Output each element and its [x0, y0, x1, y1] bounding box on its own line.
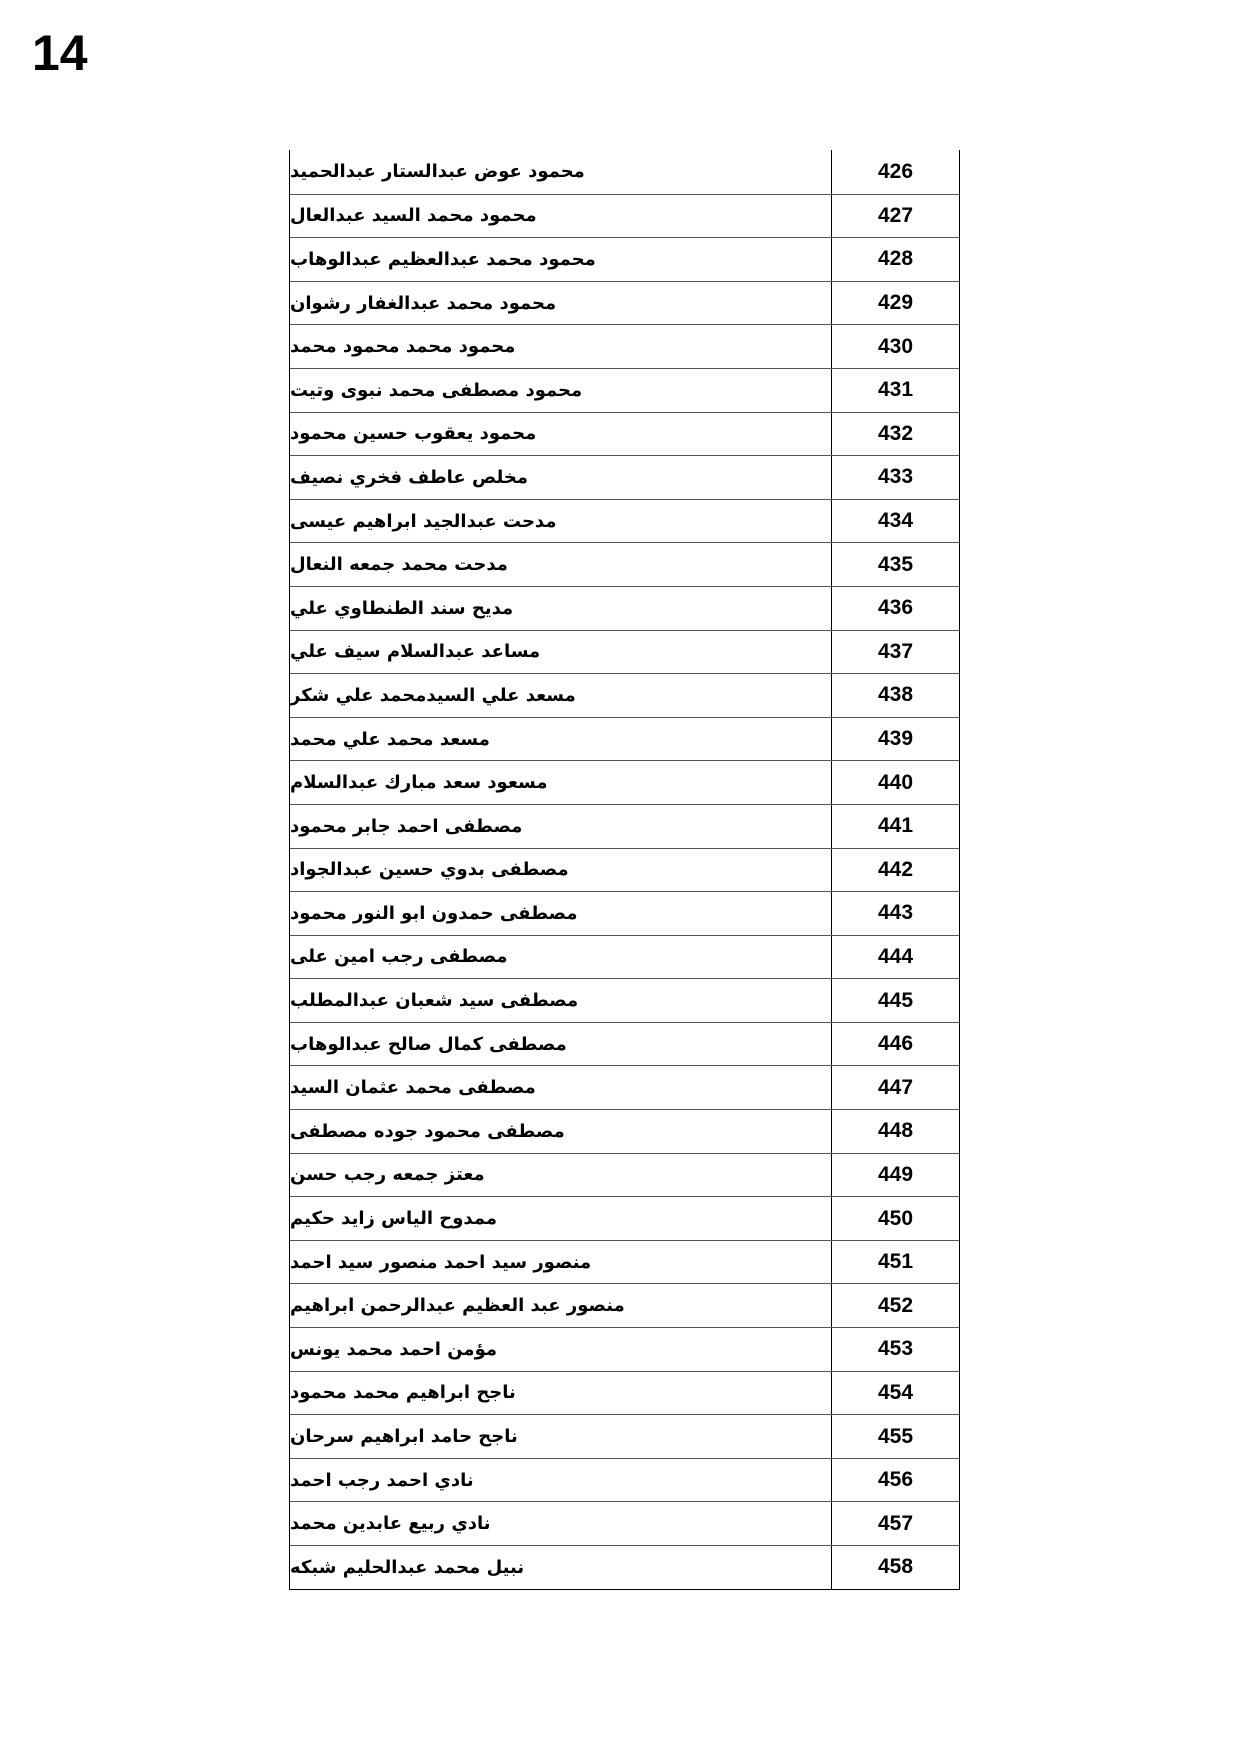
- person-name: ممدوح الياس زايد حكيم: [290, 1208, 498, 1230]
- name-cell: [290, 369, 832, 412]
- serial-number: 457: [877, 1511, 914, 1535]
- name-cell: [290, 979, 832, 1022]
- serial-number: 448: [877, 1119, 914, 1143]
- person-name: نبيل محمد عبدالحليم شبكه: [290, 1556, 525, 1578]
- serial-number: 436: [877, 596, 914, 620]
- serial-number: 441: [877, 814, 914, 838]
- name-cell: [290, 587, 832, 630]
- person-name: مصطفى رجب امين على: [290, 946, 508, 968]
- person-name: محمود محمد السيد عبدالعال: [290, 205, 537, 227]
- serial-number: 456: [877, 1468, 914, 1492]
- serial-number: 428: [877, 247, 914, 271]
- person-name: مدحت عبدالجيد ابراهيم عيسى: [290, 510, 557, 532]
- person-name: مصطفى احمد جابر محمود: [290, 815, 523, 837]
- person-name: مصطفى محمد عثمان السيد: [290, 1077, 536, 1099]
- table-row: [290, 1283, 959, 1327]
- table-row: [290, 586, 959, 630]
- serial-number: 458: [877, 1555, 914, 1579]
- name-cell: [290, 1023, 832, 1066]
- serial-number: 438: [877, 683, 914, 707]
- person-name: مديح سند الطنطاوي علي: [290, 597, 514, 619]
- person-name: منصور سيد احمد منصور سيد احمد: [290, 1251, 592, 1273]
- person-name: ناجح ابراهيم محمد محمود: [290, 1382, 516, 1404]
- table-row: [290, 1153, 959, 1197]
- table-row: [290, 194, 959, 238]
- serial-number: 449: [877, 1162, 914, 1186]
- table-row: [290, 1458, 959, 1502]
- table-row: [290, 324, 959, 368]
- name-cell: [290, 1459, 832, 1502]
- name-cell: [290, 849, 832, 892]
- name-cell: [290, 1197, 832, 1240]
- serial-number: 455: [877, 1424, 914, 1448]
- table-row: [290, 150, 959, 194]
- table-row: [290, 368, 959, 412]
- table-row: [290, 1327, 959, 1371]
- table-row: [290, 1022, 959, 1066]
- table-row: [290, 717, 959, 761]
- serial-number: 431: [877, 378, 914, 402]
- serial-number: 445: [877, 988, 914, 1012]
- table-row: [290, 1065, 959, 1109]
- name-cell: [290, 1154, 832, 1197]
- table-row: [290, 455, 959, 499]
- name-cell: [290, 892, 832, 935]
- table-row: [290, 760, 959, 804]
- name-cell: [290, 282, 832, 325]
- name-cell: [290, 1502, 832, 1545]
- person-name: مصطفى حمدون ابو النور محمود: [290, 902, 578, 924]
- table-row: [290, 935, 959, 979]
- serial-number: 432: [877, 421, 914, 445]
- serial-number: 450: [877, 1206, 914, 1230]
- page-number: 14: [32, 25, 88, 81]
- person-name: مؤمن احمد محمد يونس: [290, 1338, 498, 1360]
- serial-number: 434: [877, 509, 914, 533]
- name-cell: [290, 456, 832, 499]
- table-row: [290, 1371, 959, 1415]
- table-row: [290, 848, 959, 892]
- name-cell: [290, 1328, 832, 1371]
- person-name: مصطفى سيد شعبان عبدالمطلب: [290, 990, 579, 1012]
- serial-number: 446: [877, 1032, 914, 1056]
- serial-number: 443: [877, 901, 914, 925]
- table-row: [290, 1240, 959, 1284]
- table-row: [290, 281, 959, 325]
- person-name: نادي احمد رجب احمد: [290, 1469, 474, 1491]
- person-name: مدحت محمد جمعه النعال: [290, 554, 508, 576]
- name-cell: [290, 1066, 832, 1109]
- serial-number: 427: [877, 203, 914, 227]
- name-cell: [290, 150, 832, 194]
- person-name: مخلص عاطف فخري نصيف: [290, 466, 528, 488]
- serial-number: 430: [877, 334, 914, 358]
- table-row: [290, 499, 959, 543]
- person-name: مسعد علي السيدمحمد علي شكر: [290, 684, 576, 706]
- name-cell: [290, 1284, 832, 1327]
- serial-number: 451: [877, 1250, 914, 1274]
- person-name: مصطفى كمال صالح عبدالوهاب: [290, 1033, 567, 1055]
- table-row: [290, 1109, 959, 1153]
- name-cell: [290, 238, 832, 281]
- serial-number: 426: [877, 159, 914, 183]
- table-row: [290, 630, 959, 674]
- serial-number: 437: [877, 639, 914, 663]
- serial-number: 453: [877, 1337, 914, 1361]
- name-cell: [290, 543, 832, 586]
- name-cell: [290, 718, 832, 761]
- name-cell: [290, 936, 832, 979]
- table-row: [290, 891, 959, 935]
- table-row: [290, 1196, 959, 1240]
- name-cell: [290, 413, 832, 456]
- serial-number: 429: [877, 291, 914, 315]
- person-name: محمود عوض عبدالستار عبدالحميد: [290, 161, 585, 183]
- names-table: [289, 150, 960, 1590]
- name-cell: [290, 1241, 832, 1284]
- person-name: مصطفى محمود جوده مصطفى: [290, 1120, 565, 1142]
- name-cell: [290, 500, 832, 543]
- person-name: نادي ربيع عابدين محمد: [290, 1513, 491, 1535]
- name-cell: [290, 1372, 832, 1415]
- table-row: [290, 673, 959, 717]
- name-cell: [290, 1415, 832, 1458]
- table-row: [290, 412, 959, 456]
- serial-number: 435: [877, 552, 914, 576]
- table-row: [290, 542, 959, 586]
- person-name: ناجح حامد ابراهيم سرحان: [290, 1426, 518, 1448]
- table-row: [290, 1501, 959, 1545]
- serial-number: 442: [877, 857, 914, 881]
- person-name: منصور عبد العظيم عبدالرحمن ابراهيم: [290, 1295, 625, 1317]
- name-cell: [290, 195, 832, 238]
- serial-number: 433: [877, 465, 914, 489]
- serial-number: 454: [877, 1380, 914, 1404]
- name-cell: [290, 674, 832, 717]
- table-row: [290, 1545, 959, 1589]
- name-cell: [290, 805, 832, 848]
- serial-number: 447: [877, 1075, 914, 1099]
- person-name: محمود محمد عبدالغفار رشوان: [290, 292, 557, 314]
- table-row: [290, 978, 959, 1022]
- serial-number: 444: [877, 944, 914, 968]
- table-row: [290, 237, 959, 281]
- table-row: [290, 1414, 959, 1458]
- name-cell: [290, 325, 832, 368]
- serial-number: 440: [877, 770, 914, 794]
- table-row: [290, 804, 959, 848]
- name-cell: [290, 1546, 832, 1589]
- person-name: مساعد عبدالسلام سيف علي: [290, 641, 541, 663]
- name-cell: [290, 631, 832, 674]
- serial-number: 452: [877, 1293, 914, 1317]
- person-name: مسعد محمد علي محمد: [290, 728, 490, 750]
- serial-number: 439: [877, 727, 914, 751]
- person-name: محمود محمد محمود محمد: [290, 336, 516, 358]
- person-name: مصطفى بدوي حسين عبدالجواد: [290, 859, 569, 881]
- person-name: معتز جمعه رجب حسن: [290, 1164, 485, 1186]
- person-name: محمود مصطفى محمد نبوى وتيت: [290, 379, 583, 401]
- name-cell: [290, 1110, 832, 1153]
- person-name: مسعود سعد مبارك عبدالسلام: [290, 772, 548, 794]
- name-cell: [290, 761, 832, 804]
- person-name: محمود يعقوب حسين محمود: [290, 423, 537, 445]
- person-name: محمود محمد عبدالعظيم عبدالوهاب: [290, 248, 596, 270]
